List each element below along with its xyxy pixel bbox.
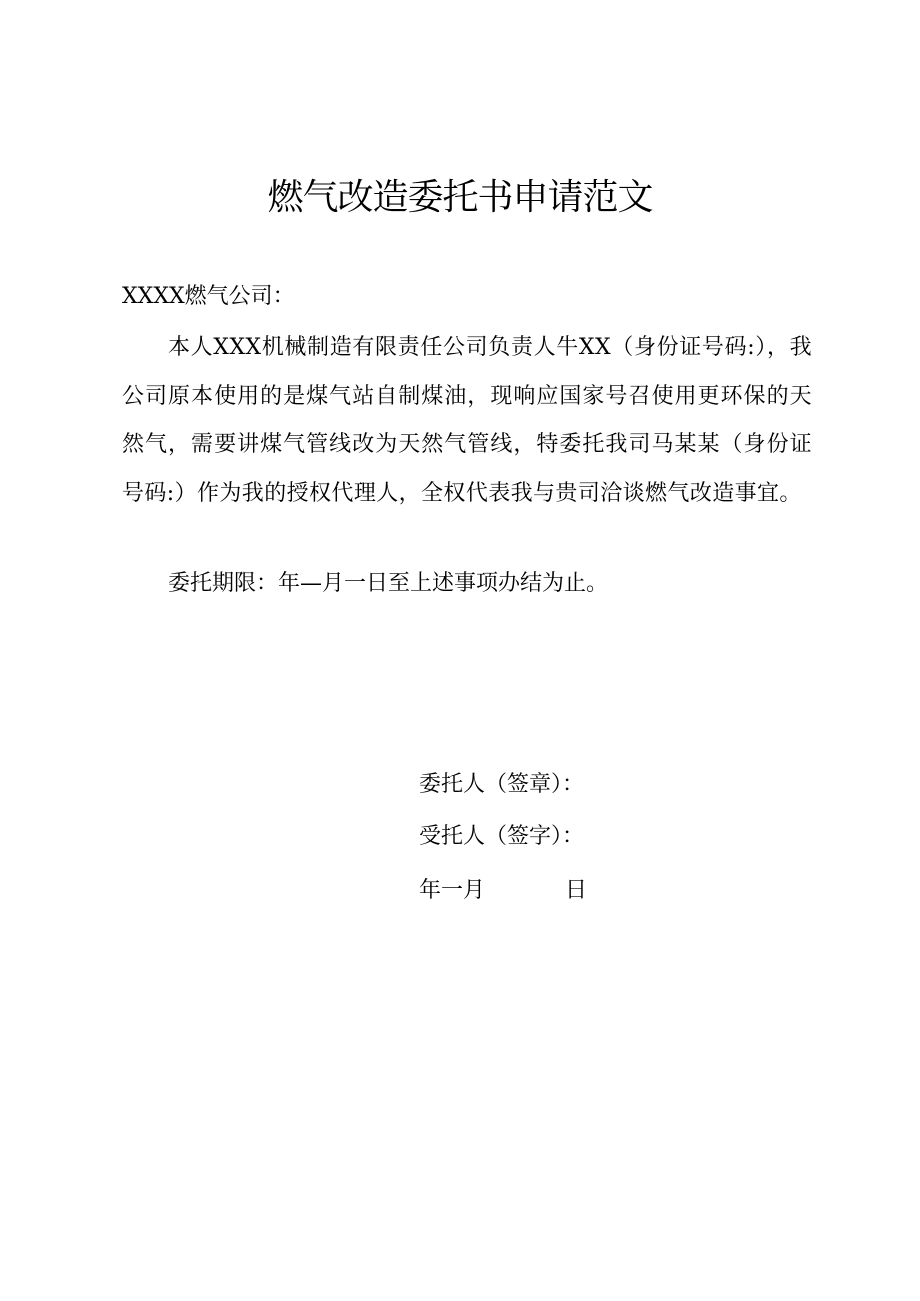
signature-date-line	[419, 873, 587, 909]
body-paragraph: 本人XXX机械制造有限责任公司负责人牛XX（身份证号码:），我公司原本使用的是煤气站自制煤油，现响应国家号召使用更环保的天然气，需要讲煤气管线改为天然气管线，特委托我司马某某（身份证号码:）作为我的授权代理人，全权代表我与贵司洽谈燃气改造事宜。	[122, 335, 812, 506]
entrustment-period: 委托期限：年—月一日至上述事项办结为止。	[168, 571, 609, 596]
document-title: 燃气改造委托书申请范文	[267, 177, 653, 218]
salutation: XXXX燃气公司：	[122, 284, 295, 309]
date-day: 日	[565, 878, 588, 903]
date-year-month: 年一月	[419, 878, 486, 903]
trustee-signature-line: 受托人（签字）：	[419, 824, 585, 849]
entrustor-signature-line: 委托人（签章）：	[419, 772, 585, 797]
